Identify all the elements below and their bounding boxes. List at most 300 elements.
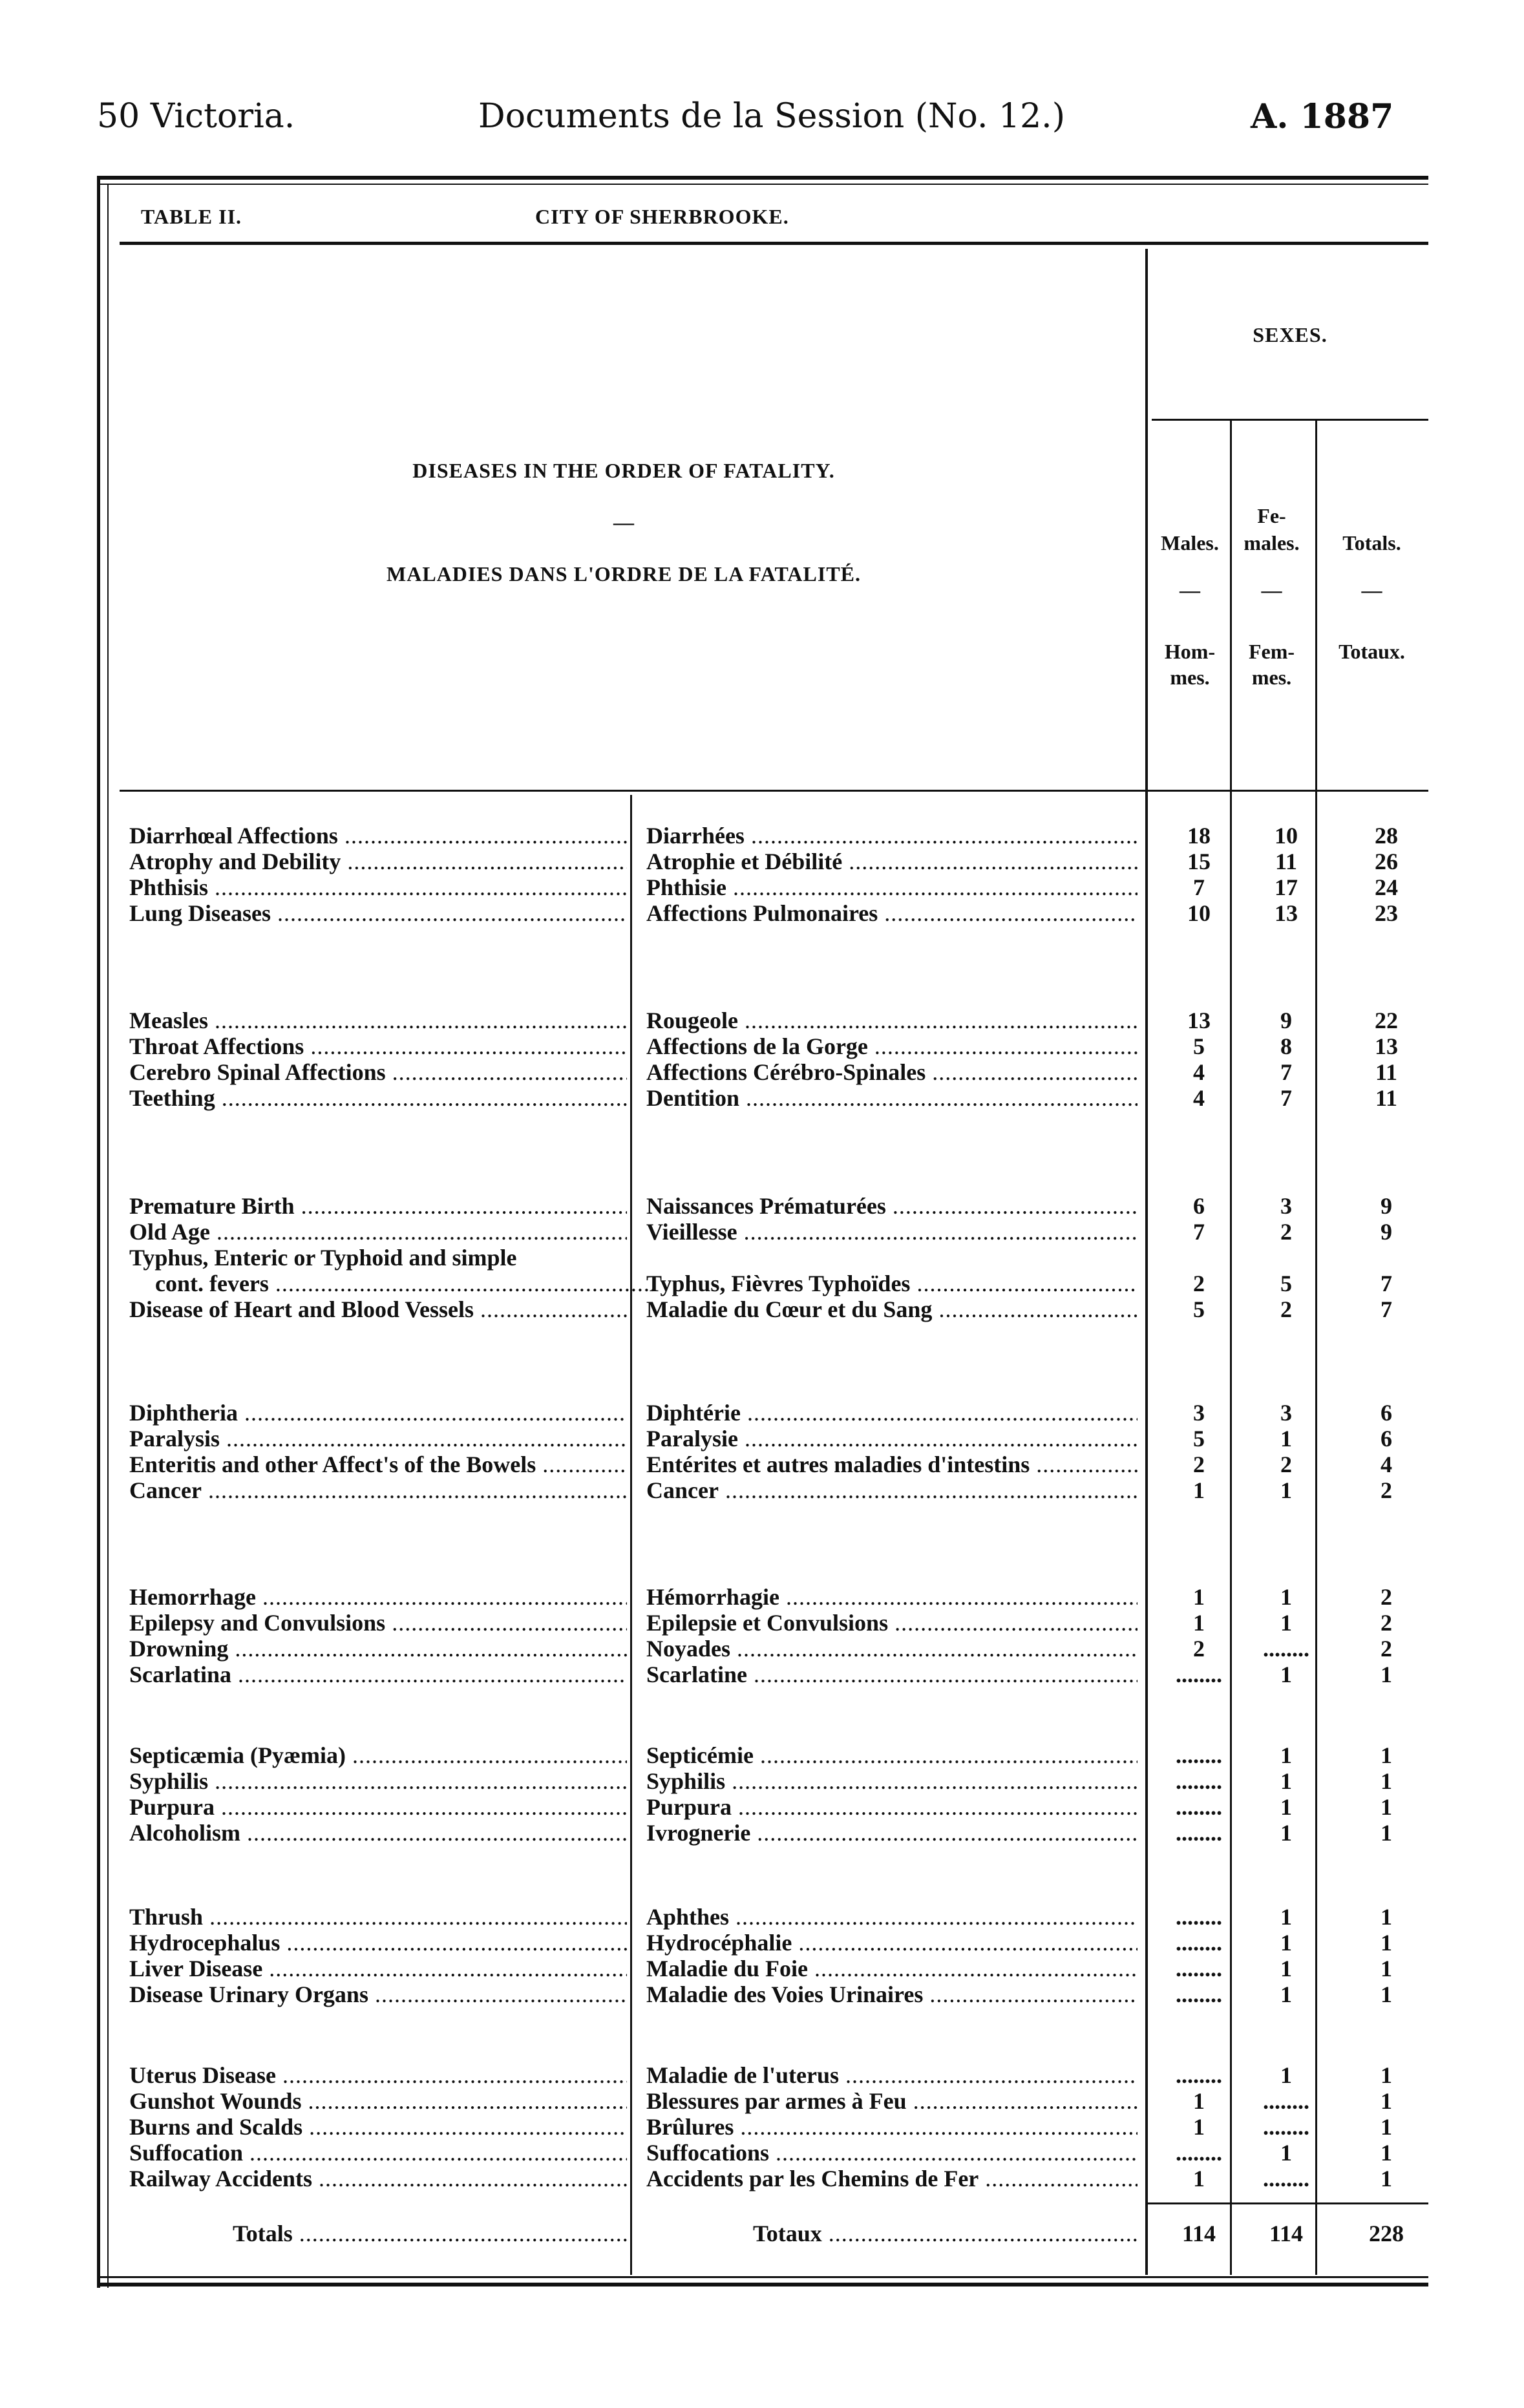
disease-name-fr (646, 2087, 1138, 2115)
total-count: 1 (1381, 2114, 1392, 2140)
table-row (0, 2113, 1524, 2139)
col-males-line2: Hom- (1164, 640, 1216, 663)
total-count: 4 (1381, 1452, 1392, 1477)
disease-name-fr-text: Noyades (646, 1636, 731, 1662)
dot-leader (271, 900, 627, 926)
males-count: 1 (1193, 1477, 1205, 1503)
totals-en-leader (293, 2221, 627, 2246)
col-males-line1: Males. (1161, 531, 1219, 554)
disease-name-fr (646, 1007, 1138, 1034)
disease-name-en-text: Alcoholism (129, 1820, 241, 1846)
disease-name-en (129, 1399, 627, 1426)
disease-name-fr (646, 2062, 1138, 2089)
totals-fr-leader (822, 2221, 1138, 2246)
total-count: 1 (1381, 1662, 1392, 1687)
males-count: 7 (1193, 1219, 1205, 1245)
dot-leader (730, 1636, 1138, 1662)
disease-name-en (129, 1903, 627, 1930)
disease-name-fr-text: Septicémie (646, 1742, 754, 1768)
total-count: 7 (1381, 1271, 1392, 1296)
disease-name-en (129, 1244, 627, 1271)
males-count: ........ (1176, 2062, 1222, 2088)
dot-leader (868, 1033, 1138, 1059)
disease-name-en (129, 1451, 627, 1478)
males-count: ........ (1176, 2140, 1222, 2166)
total-count: 26 (1375, 849, 1398, 874)
males-count: 1 (1193, 1610, 1205, 1636)
dot-leader (739, 1085, 1138, 1111)
total-count: 9 (1381, 1219, 1392, 1245)
disease-name-en-text: Uterus Disease (129, 2062, 276, 2088)
table-row (0, 1477, 1524, 1503)
dot-leader (302, 2088, 627, 2114)
dot-leader (386, 1059, 627, 1085)
disease-name-en (129, 1084, 627, 1112)
table-row (0, 1903, 1524, 1929)
table-row (0, 2062, 1524, 2087)
top-rule-thick (97, 176, 1428, 180)
dot-leader (385, 1610, 627, 1636)
totals-label-fr (753, 2220, 1138, 2247)
disease-name-fr-text: Ivrognerie (646, 1820, 751, 1846)
disease-name-en (129, 1059, 627, 1086)
females-count: 1 (1280, 2062, 1292, 2088)
disease-name-fr (646, 1819, 1138, 1846)
disease-name-fr-text: Phthisie (646, 874, 727, 900)
total-count: 9 (1381, 1193, 1392, 1219)
bottom-rule-thin (97, 2276, 1428, 2278)
dot-leader (738, 1426, 1138, 1452)
dot-leader (208, 1768, 627, 1794)
disease-name-en-text: Enteritis and other Affect's of the Bowels (129, 1452, 536, 1477)
totals-males: 114 (1181, 2221, 1216, 2246)
disease-name-en-text: Hydrocephalus (129, 1930, 280, 1956)
total-count: 1 (1381, 1820, 1392, 1846)
dot-leader (741, 1400, 1138, 1426)
males-count: 2 (1193, 1636, 1205, 1662)
disease-name-en (129, 848, 627, 875)
disease-name-fr (646, 1929, 1138, 1956)
females-count: ........ (1263, 2166, 1309, 2191)
dot-leader (215, 1794, 627, 1820)
totals-label-en (233, 2220, 627, 2247)
disease-name-fr-text: Affections Cérébro-Spinales (646, 1059, 926, 1085)
total-count: 6 (1381, 1426, 1392, 1452)
dot-leader (737, 1219, 1138, 1245)
disease-name-en-text: Epilepsy and Convulsions (129, 1610, 386, 1636)
total-count: 11 (1375, 1085, 1397, 1111)
disease-name-en-text: Purpura (129, 1794, 215, 1820)
table-row (0, 1007, 1524, 1033)
table-row (0, 1583, 1524, 1609)
dot-leader (231, 1662, 627, 1687)
dot-leader (238, 1400, 627, 1426)
dot-leader (474, 1296, 627, 1322)
disease-name-en-text: Gunshot Wounds (129, 2088, 302, 2114)
disease-name-fr-text: Maladie de l'uterus (646, 2062, 839, 2088)
dot-leader (280, 1930, 627, 1956)
disease-name-en (129, 874, 627, 901)
disease-name-en (129, 1819, 627, 1846)
dot-leader (726, 874, 1138, 900)
disease-name-en (129, 1635, 627, 1662)
dot-leader (215, 1085, 627, 1111)
heading-fr: MALADIES DANS L'ORDRE DE LA FATALITÉ. (386, 562, 861, 586)
dot-leader (878, 900, 1138, 926)
col-females-line3: mes. (1251, 666, 1292, 689)
disease-name-en-text: Hemorrhage (129, 1584, 256, 1610)
disease-name-fr (646, 1583, 1138, 1611)
total-count: 1 (1381, 1768, 1392, 1794)
disease-name-fr-text: Hydrocéphalie (646, 1930, 792, 1956)
dot-leader (719, 1477, 1138, 1503)
dot-leader (312, 2166, 627, 2191)
table-row (0, 1192, 1524, 1218)
disease-name-fr (646, 1192, 1138, 1220)
disease-name-en-text: Scarlatina (129, 1662, 231, 1687)
disease-name-en (129, 1218, 627, 1245)
dot-leader (208, 874, 627, 900)
disease-name-fr-text: Epilepsie et Convulsions (646, 1610, 889, 1636)
females-count: 7 (1280, 1085, 1292, 1111)
col-males-dash: — (1180, 578, 1200, 602)
disease-name-en (129, 1981, 627, 2008)
table-row (0, 1059, 1524, 1084)
dot-leader (888, 1610, 1138, 1636)
table-row (0, 1635, 1524, 1661)
table-row (0, 1768, 1524, 1793)
disease-name-fr-text: Hémorrhagie (646, 1584, 779, 1610)
disease-name-en (129, 2165, 627, 2192)
table-row (0, 822, 1524, 848)
dot-leader (295, 1193, 627, 1219)
dot-leader (341, 849, 627, 874)
disease-name-fr (646, 1425, 1138, 1452)
males-count: ........ (1176, 1820, 1222, 1846)
total-count: 1 (1381, 1956, 1392, 1981)
table-row (0, 848, 1524, 874)
disease-name-fr-text: Dentition (646, 1085, 739, 1111)
dot-leader (346, 1742, 627, 1768)
males-count: 6 (1193, 1193, 1205, 1219)
dot-leader (256, 1584, 627, 1610)
total-count: 7 (1381, 1296, 1392, 1322)
disease-name-fr-text: Brûlures (646, 2114, 734, 2140)
males-count: 7 (1193, 874, 1205, 900)
females-count: 3 (1280, 1193, 1292, 1219)
disease-name-en-text: Old Age (129, 1219, 211, 1245)
females-count: 1 (1280, 1930, 1292, 1956)
dot-leader (754, 1742, 1138, 1768)
disease-name-en (129, 1477, 627, 1504)
table-row (0, 1451, 1524, 1477)
disease-name-fr (646, 1084, 1138, 1112)
males-count: ........ (1176, 1981, 1222, 2007)
disease-name-fr (646, 1296, 1138, 1323)
total-count: 22 (1375, 1008, 1398, 1033)
table-row (0, 2139, 1524, 2165)
dot-leader (208, 1008, 627, 1033)
total-count: 1 (1381, 2166, 1392, 2191)
disease-name-en (129, 1007, 627, 1034)
females-count: 17 (1275, 874, 1298, 900)
males-count: 18 (1187, 823, 1211, 849)
total-count: 2 (1381, 1584, 1392, 1610)
dot-leader (203, 1904, 627, 1930)
dot-leader (228, 1636, 627, 1662)
dot-leader (745, 823, 1138, 849)
dot-leader (907, 2088, 1138, 2114)
disease-name-fr-text: Maladie du Cœur et du Sang (646, 1296, 933, 1322)
females-count: 1 (1280, 1610, 1292, 1636)
dot-leader (338, 823, 627, 849)
females-count: 2 (1280, 1452, 1292, 1477)
disease-name-en (129, 1033, 627, 1060)
disease-name-fr-text: Vieillesse (646, 1219, 737, 1245)
table-row (0, 2165, 1524, 2191)
total-count: 1 (1381, 2062, 1392, 2088)
disease-name-fr (646, 1399, 1138, 1426)
males-count: ........ (1176, 1794, 1222, 1820)
disease-name-en-text: Syphilis (129, 1768, 209, 1794)
table-row (0, 1819, 1524, 1845)
disease-name-en (129, 1793, 627, 1821)
totals-row (0, 2220, 1524, 2246)
sexes-rule (1152, 419, 1428, 421)
total-count: 1 (1381, 2088, 1392, 2114)
disease-name-en-text: Diarrhœal Affections (129, 823, 338, 849)
disease-name-fr (646, 1059, 1138, 1086)
dot-leader (240, 1820, 627, 1846)
dot-leader (269, 1271, 653, 1296)
disease-name-fr (646, 1270, 1138, 1297)
disease-name-fr (646, 900, 1138, 927)
disease-name-fr-text: Accidents par les Chemins de Fer (646, 2166, 979, 2191)
females-count: 2 (1280, 1296, 1292, 1322)
females-count: 1 (1280, 1820, 1292, 1846)
total-count: 6 (1381, 1400, 1392, 1426)
males-count: 1 (1193, 2114, 1205, 2140)
disease-name-en (129, 1296, 627, 1323)
col-totals-line1: Totals. (1342, 531, 1401, 554)
females-count: 1 (1280, 1768, 1292, 1794)
col-males-line3: mes. (1170, 666, 1210, 689)
heading-dash: — (613, 511, 634, 534)
dot-leader (932, 1296, 1138, 1322)
disease-name-fr (646, 822, 1138, 849)
disease-name-fr (646, 874, 1138, 901)
disease-name-fr-text: Rougeole (646, 1008, 738, 1033)
dot-leader (1030, 1452, 1138, 1477)
males-count: 2 (1193, 1271, 1205, 1296)
disease-name-en-text: Paralysis (129, 1426, 220, 1452)
disease-name-en-text: Atrophy and Debility (129, 849, 341, 874)
dot-leader (734, 2114, 1138, 2140)
disease-name-en (129, 1425, 627, 1452)
table-row (0, 1661, 1524, 1687)
disease-name-en-text: Septicæmia (Pyæmia) (129, 1742, 346, 1768)
males-count: ........ (1176, 1768, 1222, 1794)
disease-name-en (129, 1609, 627, 1636)
total-count: 1 (1381, 1904, 1392, 1930)
dot-leader (923, 1981, 1138, 2007)
disease-name-en-text: Lung Diseases (129, 900, 271, 926)
females-count: 11 (1275, 849, 1297, 874)
dot-leader (729, 1904, 1138, 1930)
table-row (0, 1084, 1524, 1110)
col-totals-dash: — (1361, 578, 1382, 602)
disease-name-fr (646, 1768, 1138, 1795)
dot-leader (732, 1794, 1138, 1820)
females-count: 1 (1280, 1477, 1292, 1503)
dot-leader (886, 1193, 1138, 1219)
bottom-rule-thick (97, 2283, 1428, 2287)
disease-name-fr-text: Typhus, Fièvres Typhoïdes (646, 1271, 911, 1296)
dot-leader (839, 2062, 1138, 2088)
males-count: 1 (1193, 1584, 1205, 1610)
dot-leader (243, 2140, 627, 2166)
disease-name-fr-text: Affections Pulmonaires (646, 900, 878, 926)
dot-leader (979, 2166, 1138, 2191)
disease-name-en (129, 2139, 627, 2166)
disease-name-fr-text: Aphthes (646, 1904, 730, 1930)
table-city: CITY OF SHERBROOKE. (535, 205, 789, 228)
females-count: 7 (1280, 1059, 1292, 1085)
males-count: 15 (1187, 849, 1211, 874)
col-totals-line2: Totaux. (1339, 640, 1405, 663)
dot-leader (202, 1477, 627, 1503)
males-count: ........ (1176, 1904, 1222, 1930)
disease-name-fr (646, 1661, 1138, 1688)
table-row (0, 874, 1524, 900)
disease-name-fr-text: Affections de la Gorge (646, 1033, 868, 1059)
disease-name-en-text: Disease Urinary Organs (129, 1981, 368, 2007)
dot-leader (926, 1059, 1138, 1085)
females-count: 5 (1280, 1271, 1292, 1296)
col-females-dash: — (1261, 578, 1282, 602)
col-females-line0: Fe- (1257, 504, 1286, 527)
females-count: 1 (1280, 1904, 1292, 1930)
females-count: 1 (1280, 1584, 1292, 1610)
females-count: 2 (1280, 1219, 1292, 1245)
table-row (0, 2087, 1524, 2113)
disease-name-fr (646, 1451, 1138, 1478)
dot-leader (262, 1956, 627, 1981)
table-row (0, 1270, 1524, 1296)
females-count: 8 (1280, 1033, 1292, 1059)
disease-name-en-text: Premature Birth (129, 1193, 295, 1219)
disease-name-en-text: Diphtheria (129, 1400, 238, 1426)
table-row (0, 1296, 1524, 1322)
disease-name-fr (646, 1981, 1138, 2008)
disease-name-fr-text: Scarlatine (646, 1662, 747, 1687)
disease-name-fr (646, 1793, 1138, 1821)
totals-rule (1148, 2202, 1428, 2204)
heading-en: DISEASES IN THE ORDER OF FATALITY. (412, 459, 835, 482)
total-count: 2 (1381, 1610, 1392, 1636)
dot-leader (769, 2140, 1138, 2166)
females-count: ........ (1263, 2114, 1309, 2140)
males-count: 4 (1193, 1085, 1205, 1111)
disease-name-en-text: Suffocation (129, 2140, 244, 2166)
disease-name-en-text: Phthisis (129, 874, 209, 900)
table-row (0, 1742, 1524, 1768)
dot-leader (747, 1662, 1138, 1687)
females-count: 1 (1280, 1956, 1292, 1981)
males-count: 10 (1187, 900, 1211, 926)
total-count: 1 (1381, 1930, 1392, 1956)
disease-name-en-text: Cancer (129, 1477, 202, 1503)
total-count: 1 (1381, 1794, 1392, 1820)
dot-leader (220, 1426, 627, 1452)
disease-name-en-text: Railway Accidents (129, 2166, 312, 2191)
header-bottom-rule (120, 790, 1428, 792)
disease-name-en-text: Burns and Scalds (129, 2114, 303, 2140)
disease-name-en-text: Measles (129, 1008, 208, 1033)
table-row (0, 1033, 1524, 1059)
total-count: 13 (1375, 1033, 1398, 1059)
table-row (0, 1793, 1524, 1819)
disease-name-fr-text: Diphtérie (646, 1400, 741, 1426)
disease-name-en (129, 900, 627, 927)
sexes-heading: SEXES. (1253, 323, 1328, 346)
disease-name-fr-text: Cancer (646, 1477, 719, 1503)
total-count: 1 (1381, 1742, 1392, 1768)
males-count: ........ (1176, 1930, 1222, 1956)
females-count: 1 (1280, 1742, 1292, 1768)
females-count: 9 (1280, 1008, 1292, 1033)
page-header-left: 50 Victoria. (97, 97, 295, 136)
males-count: ........ (1176, 1742, 1222, 1768)
dot-leader (842, 849, 1138, 874)
disease-name-en (129, 822, 627, 849)
disease-name-fr-text: Naissances Prématurées (646, 1193, 886, 1219)
totals-fr-text: Totaux (753, 2221, 822, 2246)
disease-name-fr (646, 1609, 1138, 1636)
disease-name-fr (646, 1033, 1138, 1060)
table-row (0, 1425, 1524, 1451)
disease-name-fr-text: Maladie des Voies Urinaires (646, 1981, 924, 2007)
disease-name-fr-text: Purpura (646, 1794, 732, 1820)
females-count: 3 (1280, 1400, 1292, 1426)
title-rule (120, 242, 1428, 245)
table-row (0, 1955, 1524, 1981)
total-count: 23 (1375, 900, 1398, 926)
dot-leader (536, 1452, 627, 1477)
disease-name-fr (646, 1218, 1138, 1245)
females-count: 1 (1280, 1662, 1292, 1687)
table-row (0, 1609, 1524, 1635)
disease-name-en (129, 1742, 627, 1769)
males-count: 4 (1193, 1059, 1205, 1085)
males-count: 13 (1187, 1008, 1211, 1033)
disease-name-en (129, 2062, 627, 2089)
disease-name-en (129, 1583, 627, 1611)
table-label: TABLE II. (141, 205, 242, 228)
disease-name-fr (646, 1903, 1138, 1930)
females-count: 13 (1275, 900, 1298, 926)
disease-name-en-text: cont. fevers (155, 1271, 269, 1296)
table-row (0, 1399, 1524, 1425)
males-count: 3 (1193, 1400, 1205, 1426)
disease-name-en-text: Throat Affections (129, 1033, 304, 1059)
disease-name-fr (646, 1955, 1138, 1982)
disease-name-fr-text: Diarrhées (646, 823, 745, 849)
males-count: 1 (1193, 2088, 1205, 2114)
total-count: 1 (1381, 2140, 1392, 2166)
totals-en-text: Totals (233, 2221, 293, 2246)
table-row (0, 1218, 1524, 1244)
